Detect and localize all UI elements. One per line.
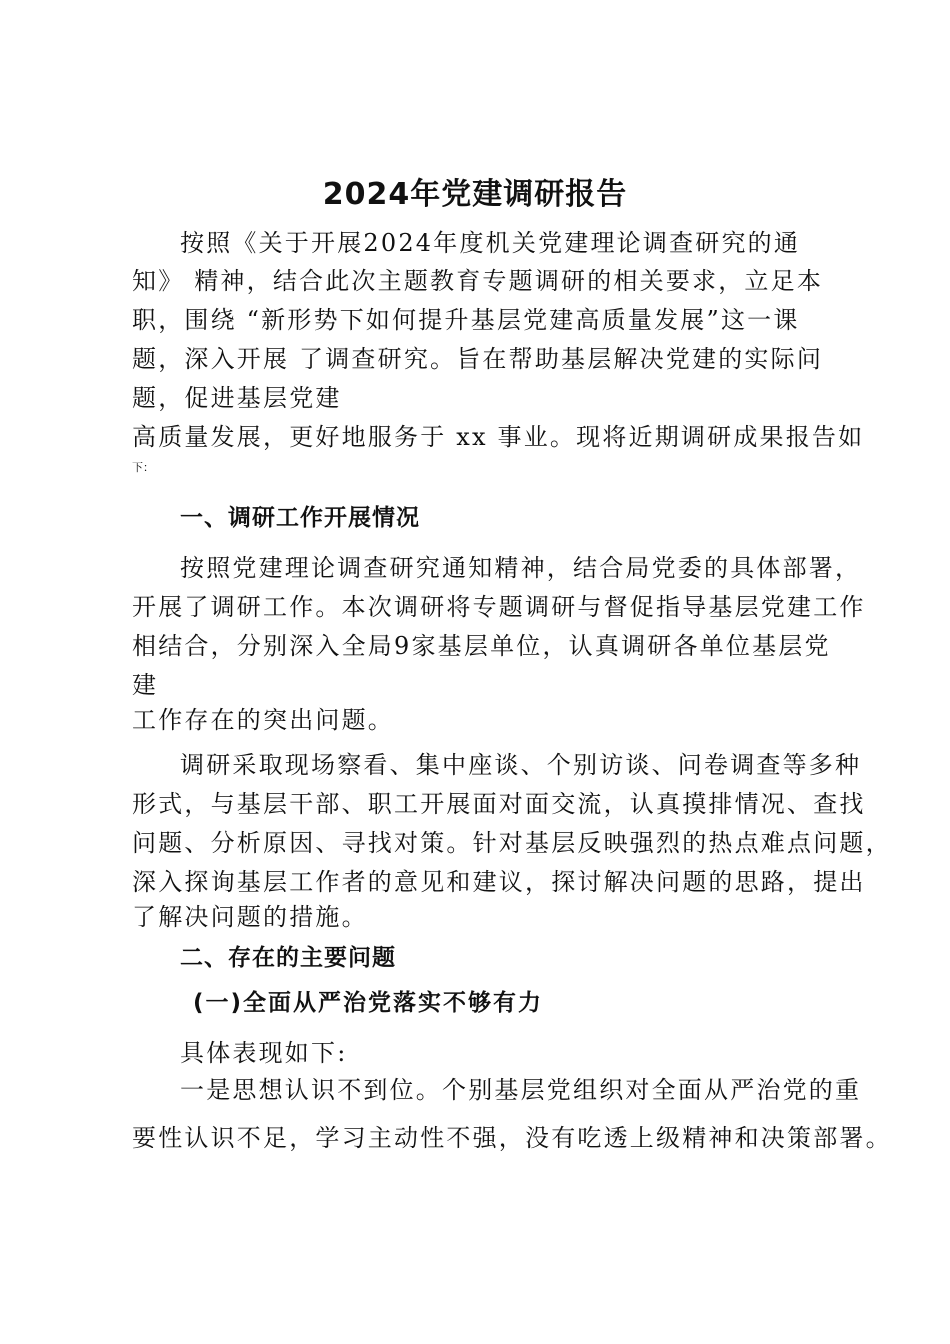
section-1-heading: 一、调研工作开展情况 bbox=[180, 505, 420, 531]
sub1-line-1: 一是思想认识不到位。个别基层党组织对全面从严治党的重 bbox=[180, 1076, 862, 1104]
s1p2-line-2: 形式，与基层干部、职工开展面对面交流，认真摸排情况、查找 bbox=[132, 790, 866, 818]
intro-line-1: 按照《关于开展2024年度机关党建理论调查研究的通 bbox=[180, 229, 801, 257]
s1p1-line-1: 按照党建理论调查研究通知精神，结合局党委的具体部署， bbox=[180, 554, 862, 582]
section-2-heading: 二、存在的主要问题 bbox=[180, 945, 396, 971]
intro-line-4: 题，深入开展 了调查研究。旨在帮助基层解决党建的实际问 bbox=[132, 345, 824, 373]
s1p2-line-3: 问题、分析原因、寻找对策。针对基层反映强烈的热点难点问题， bbox=[132, 829, 892, 857]
intro-line-6: 高质量发展，更好地服务于 xx 事业。现将近期调研成果报告如 bbox=[132, 423, 865, 451]
s1p2-line-4: 深入探询基层工作者的意见和建议，探讨解决问题的思路，提出 bbox=[132, 868, 866, 896]
intro-line-5: 题，促进基层党建 bbox=[132, 384, 342, 412]
s1p2-line-1: 调研采取现场察看、集中座谈、个别访谈、问卷调查等多种 bbox=[180, 751, 862, 779]
s1p1-line-5: 工作存在的突出问题。 bbox=[132, 706, 394, 734]
s1p1-line-4: 建 bbox=[132, 671, 159, 699]
s1p1-line-3: 相结合，分别深入全局9家基层单位，认真调研各单位基层党 bbox=[132, 632, 831, 660]
s1p2-line-5: 了解决问题的措施。 bbox=[132, 903, 368, 931]
intro-line-7: 下： bbox=[132, 461, 154, 474]
s1p1-line-2: 开展了调研工作。本次调研将专题调研与督促指导基层党建工作 bbox=[132, 593, 866, 621]
document-title: 2024年党建调研报告 bbox=[322, 177, 628, 212]
intro-line-2: 知》 精神，结合此次主题教育专题调研的相关要求，立足本 bbox=[132, 267, 824, 295]
sub1-line-2: 要性认识不足，学习主动性不强，没有吃透上级精神和决策部署。 bbox=[132, 1124, 892, 1152]
sub1-lead: 具体表现如下: bbox=[180, 1039, 348, 1067]
intro-line-3: 职，围绕 “新形势下如何提升基层党建高质量发展”这一课 bbox=[132, 306, 800, 334]
subsection-1-heading: (一)全面从严治党落实不够有力 bbox=[193, 990, 544, 1016]
